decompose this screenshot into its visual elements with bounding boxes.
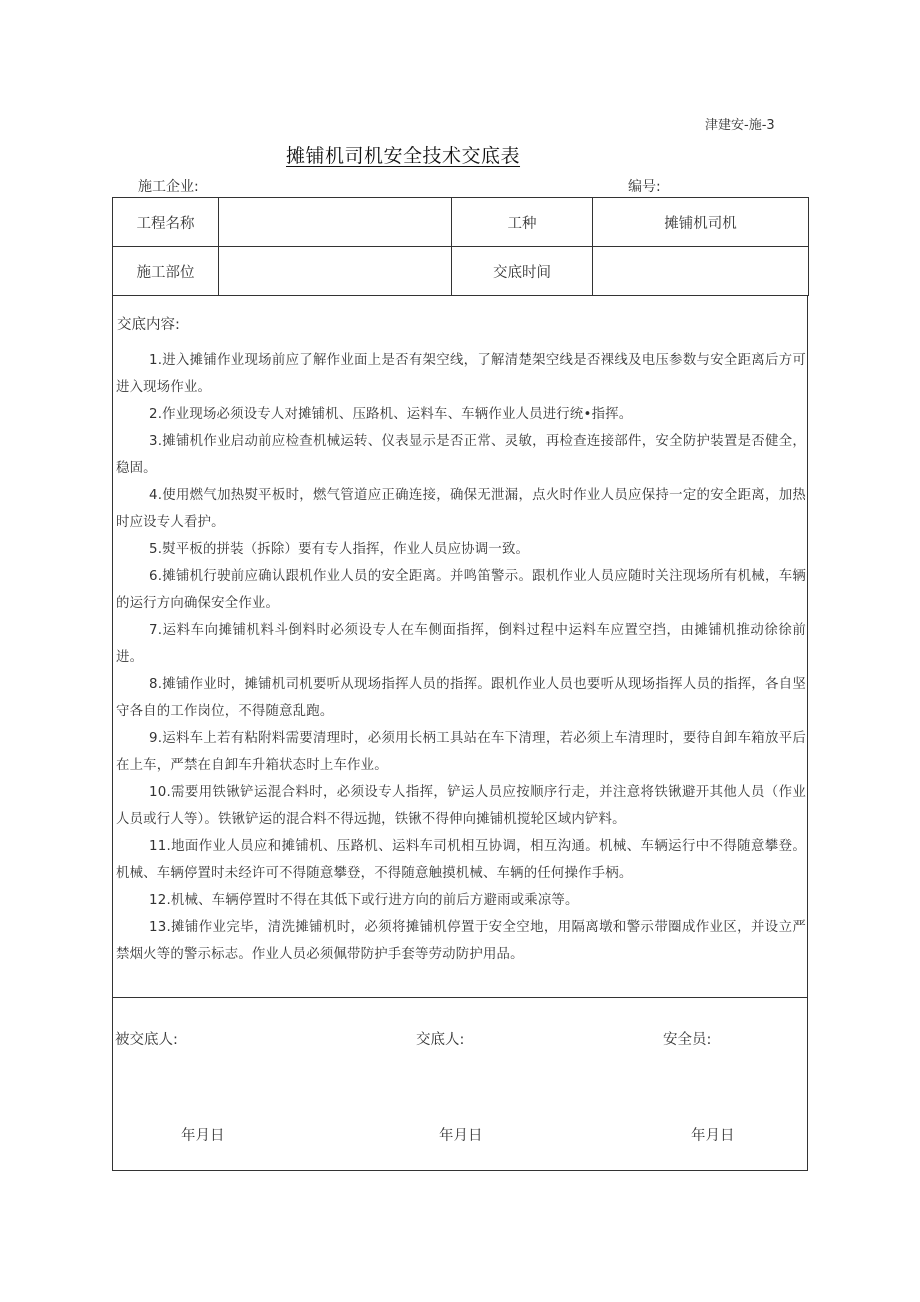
trade-value[interactable]: 摊铺机司机 <box>593 198 809 247</box>
presenter-label: 交底人: <box>416 1032 465 1048</box>
item-list <box>116 347 806 968</box>
location-label: 施工部位 <box>113 247 219 296</box>
content-section <box>112 296 808 998</box>
project-name-label: 工程名称 <box>113 198 219 247</box>
list-item: 7.运料车向摊铺机料斗倒料时必须设专人在车侧面指挥，倒料过程中运料车应置空挡，由摊铺机推动徐徐前进。 <box>116 623 806 665</box>
list-item: 1.进入摊铺作业现场前应了解作业面上是否有架空线，了解清楚架空线是否裸线及电压参数与安全距离后方可进入现场作业。 <box>116 353 806 395</box>
list-item: 9.运料车上若有粘附料需要清理时，必须用长柄工具站在车下清理，若必须上车清理时，要待自卸车箱放平后在上车，严禁在自卸车升箱状态时上车作业。 <box>116 731 806 773</box>
time-label: 交底时间 <box>452 247 593 296</box>
header-row-2 <box>113 247 809 296</box>
list-item: 6.摊铺机行驶前应确认跟机作业人员的安全距离。并鸣笛警示。跟机作业人员应随时关注现场所有机械，车辆的运行方向确保安全作业。 <box>116 569 806 611</box>
list-item: 13.摊铺作业完毕，清洗摊铺机时，必须将摊铺机停置于安全空地，用隔离墩和警示带圈成作业区，并设立严禁烟火等的警示标志。作业人员必须佩带防护手套等劳动防护用品。 <box>116 920 806 962</box>
time-value[interactable] <box>593 247 809 296</box>
list-item: 3.摊铺机作业启动前应检查机械运转、仪表显示是否正常、灵敏，再检查连接部件，安全防护装置是否健全，稳固。 <box>116 434 806 476</box>
list-item: 2.作业现场必须设专人对摊铺机、压路机、运料车、车辆作业人员进行统•指挥。 <box>149 407 633 422</box>
number-label: 编号: <box>628 179 661 195</box>
list-item: 5.熨平板的拼装（拆除）要有专人指挥，作业人员应协调一致。 <box>149 542 530 557</box>
list-item: 12.机械、车辆停置时不得在其低下或行进方向的前后方避雨或乘凉等。 <box>149 893 579 908</box>
list-item: 8.摊铺作业时，摊铺机司机要听从现场指挥人员的指挥。跟机作业人员也要听从现场指挥人员的指挥，各自坚守各自的工作岗位，不得随意乱跑。 <box>116 677 806 719</box>
project-name-value[interactable] <box>219 198 452 247</box>
list-item: 11.地面作业人员应和摊铺机、压路机、运料车司机相互协调，相互沟通。机械、车辆运行中不得随意攀登。机械、车辆停置时未经许可不得随意攀登，不得随意触摸机械、车辆的任何操作手柄。 <box>116 839 806 881</box>
list-item: 4.使用燃气加热熨平板时，燃气管道应正确连接，确保无泄漏，点火时作业人员应保持一定的安全距离，加热时应设专人看护。 <box>116 488 806 530</box>
recipient-label: 被交底人: <box>115 1032 178 1048</box>
form-code: 津建安-施-3 <box>705 118 775 133</box>
location-value[interactable] <box>219 247 452 296</box>
list-item: 10.需要用铁锹铲运混合料时，必须设专人指挥，铲运人员应按顺序行走，并注意将铁锹避开其他人员（作业人员或行人等）。铁锹铲运的混合料不得远抛，铁锹不得伸向摊铺机搅轮区域内铲料。 <box>116 785 806 827</box>
trade-label: 工种 <box>452 198 593 247</box>
company-label: 施工企业: <box>138 179 199 195</box>
safety-officer-label: 安全员: <box>663 1032 712 1048</box>
recipient-date: 年月日 <box>181 1128 225 1144</box>
signature-section <box>112 998 808 1171</box>
presenter-date: 年月日 <box>439 1128 483 1144</box>
safety-officer-date: 年月日 <box>691 1128 735 1144</box>
content-label: 交底内容: <box>117 317 180 333</box>
header-row-1 <box>113 198 809 247</box>
page-title: 摊铺机司机安全技术交底表 <box>286 145 521 167</box>
header-table <box>112 197 809 296</box>
